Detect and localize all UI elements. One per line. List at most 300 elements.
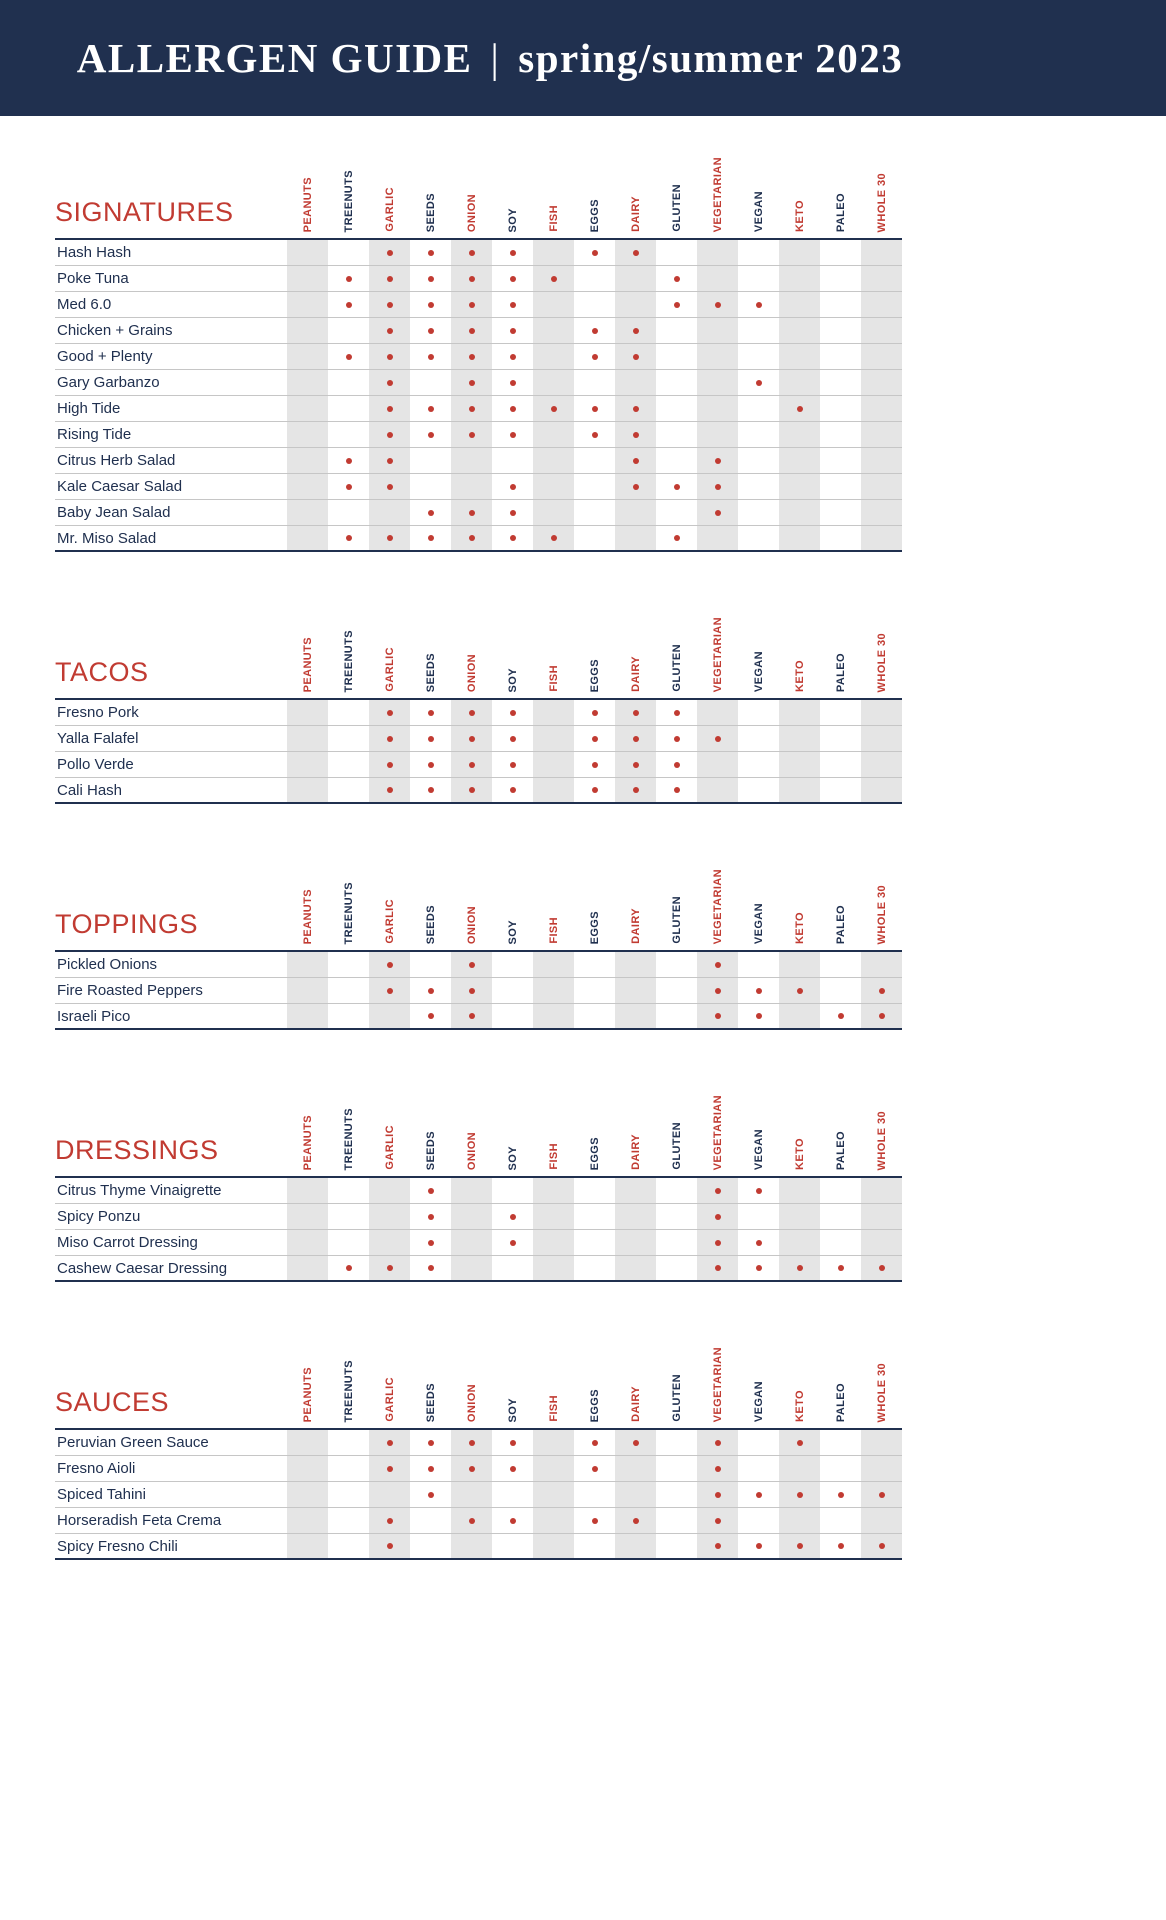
allergen-dot-vegetarian	[715, 484, 721, 490]
cell-soy	[492, 1456, 533, 1481]
cell-treenuts	[328, 474, 369, 499]
cell-eggs	[574, 700, 615, 725]
cell-paleo	[820, 726, 861, 751]
cell-seeds	[410, 1204, 451, 1229]
allergen-dot-eggs	[592, 250, 598, 256]
section-title: TACOS	[55, 657, 149, 687]
cell-eggs	[574, 526, 615, 550]
allergen-dot-onion	[469, 380, 475, 386]
cell-treenuts	[328, 1204, 369, 1229]
cell-gluten	[656, 726, 697, 751]
cell-dairy	[615, 344, 656, 369]
allergen-dot-soy	[510, 354, 516, 360]
column-header-garlic: GARLIC	[383, 1377, 396, 1422]
column-header-cell	[492, 1334, 533, 1428]
cell-treenuts	[328, 1256, 369, 1280]
column-header-keto: KETO	[793, 200, 806, 232]
allergen-dot-fish	[551, 276, 557, 282]
cell-onion	[451, 448, 492, 473]
cell-paleo	[820, 1456, 861, 1481]
cell-eggs	[574, 1482, 615, 1507]
cell-fish	[533, 1256, 574, 1280]
cell-keto	[779, 448, 820, 473]
allergen-dot-garlic	[387, 1466, 393, 1472]
cell-vegan	[738, 1482, 779, 1507]
column-header-paleo: PALEO	[834, 1382, 847, 1422]
column-header-cell	[287, 604, 328, 698]
column-header-fish: FISH	[547, 205, 560, 232]
cell-keto	[779, 240, 820, 265]
cell-paleo	[820, 778, 861, 802]
column-header-cell	[574, 1334, 615, 1428]
allergen-dot-garlic	[387, 988, 393, 994]
cell-dairy	[615, 292, 656, 317]
title-separator: |	[490, 35, 501, 81]
cell-keto	[779, 1456, 820, 1481]
section-tacos	[55, 604, 902, 804]
column-header-keto: KETO	[793, 660, 806, 692]
table-row-miso-carrot-dressing	[55, 1230, 902, 1256]
cell-peanuts	[287, 448, 328, 473]
column-header-vegetarian: VEGETARIAN	[711, 1346, 724, 1422]
cell-paleo	[820, 700, 861, 725]
allergen-dot-onion	[469, 328, 475, 334]
column-header-peanuts: PEANUTS	[301, 636, 314, 692]
cell-soy	[492, 474, 533, 499]
cell-paleo	[820, 1534, 861, 1558]
cell-vegetarian	[697, 1256, 738, 1280]
column-header-fish: FISH	[547, 917, 560, 944]
cell-eggs	[574, 292, 615, 317]
allergen-dot-seeds	[428, 354, 434, 360]
cell-fish	[533, 1508, 574, 1533]
allergen-dot-paleo	[838, 1265, 844, 1271]
column-header-whole-30: WHOLE 30	[875, 172, 888, 232]
cell-dairy	[615, 422, 656, 447]
cell-peanuts	[287, 370, 328, 395]
cell-fish	[533, 240, 574, 265]
table-row-yalla-falafel	[55, 726, 902, 752]
cell-seeds	[410, 1230, 451, 1255]
cell-peanuts	[287, 240, 328, 265]
allergen-dot-eggs	[592, 432, 598, 438]
cell-soy	[492, 318, 533, 343]
allergen-dot-dairy	[633, 762, 639, 768]
allergen-dot-garlic	[387, 276, 393, 282]
column-header-cell	[615, 856, 656, 950]
section-title-cell	[55, 1334, 287, 1428]
cell-dairy	[615, 700, 656, 725]
cell-whole-30	[861, 266, 902, 291]
cell-eggs	[574, 978, 615, 1003]
cell-dairy	[615, 726, 656, 751]
cell-eggs	[574, 1430, 615, 1455]
cell-keto	[779, 752, 820, 777]
item-name: Rising Tide	[57, 426, 132, 443]
allergen-dot-dairy	[633, 736, 639, 742]
allergen-dot-garlic	[387, 250, 393, 256]
cell-whole-30	[861, 370, 902, 395]
column-header-vegan: VEGAN	[752, 650, 765, 692]
cell-treenuts	[328, 1178, 369, 1203]
column-header-cell	[656, 604, 697, 698]
item-name: Med 6.0	[57, 296, 112, 313]
cell-paleo	[820, 1178, 861, 1203]
allergen-dot-vegan	[756, 1492, 762, 1498]
column-header-cell	[861, 1334, 902, 1428]
column-header-eggs: EGGS	[588, 1136, 601, 1170]
table-row-high-tide	[55, 396, 902, 422]
allergen-dot-soy	[510, 1240, 516, 1246]
page-title	[0, 34, 980, 82]
cell-whole-30	[861, 778, 902, 802]
cell-dairy	[615, 526, 656, 550]
cell-onion	[451, 700, 492, 725]
cell-paleo	[820, 474, 861, 499]
allergen-dot-dairy	[633, 458, 639, 464]
column-header-treenuts: TREENUTS	[342, 629, 355, 692]
cell-gluten	[656, 266, 697, 291]
cell-peanuts	[287, 1204, 328, 1229]
cell-whole-30	[861, 1256, 902, 1280]
allergen-dot-gluten	[674, 484, 680, 490]
cell-whole-30	[861, 422, 902, 447]
column-header-onion: ONION	[465, 653, 478, 692]
allergen-dot-treenuts	[346, 535, 352, 541]
allergen-dot-garlic	[387, 380, 393, 386]
cell-whole-30	[861, 752, 902, 777]
column-header-gluten: GLUTEN	[670, 184, 683, 232]
table-row-israeli-pico	[55, 1004, 902, 1030]
allergen-dot-vegetarian	[715, 1214, 721, 1220]
cell-fish	[533, 266, 574, 291]
table-row-spicy-ponzu	[55, 1204, 902, 1230]
cell-vegan	[738, 1456, 779, 1481]
cell-seeds	[410, 344, 451, 369]
allergen-dot-seeds	[428, 988, 434, 994]
cell-soy	[492, 422, 533, 447]
cell-seeds	[410, 726, 451, 751]
cell-treenuts	[328, 292, 369, 317]
column-header-soy: SOY	[506, 919, 519, 944]
allergen-dot-dairy	[633, 1518, 639, 1524]
column-header-seeds: SEEDS	[424, 652, 437, 692]
cell-treenuts	[328, 448, 369, 473]
cell-vegan	[738, 1508, 779, 1533]
allergen-dot-soy	[510, 535, 516, 541]
cell-seeds	[410, 370, 451, 395]
cell-fish	[533, 1456, 574, 1481]
item-name: Citrus Herb Salad	[57, 452, 176, 469]
cell-dairy	[615, 448, 656, 473]
allergen-dot-vegetarian	[715, 1013, 721, 1019]
item-name: Citrus Thyme Vinaigrette	[57, 1182, 222, 1199]
column-header-cell	[328, 144, 369, 238]
cell-dairy	[615, 978, 656, 1003]
allergen-dot-onion	[469, 1518, 475, 1524]
cell-peanuts	[287, 474, 328, 499]
allergen-dot-garlic	[387, 406, 393, 412]
section-dressings	[55, 1082, 902, 1282]
item-name: Hash Hash	[57, 244, 132, 261]
cell-fish	[533, 396, 574, 421]
cell-keto	[779, 952, 820, 977]
cell-keto	[779, 700, 820, 725]
allergen-dot-eggs	[592, 328, 598, 334]
allergen-dot-garlic	[387, 787, 393, 793]
column-header-cell	[738, 1334, 779, 1428]
allergen-dot-treenuts	[346, 484, 352, 490]
cell-whole-30	[861, 978, 902, 1003]
column-header-cell	[820, 1082, 861, 1176]
allergen-dot-vegan	[756, 1013, 762, 1019]
cell-vegetarian	[697, 448, 738, 473]
cell-eggs	[574, 1256, 615, 1280]
column-header-cell	[574, 1082, 615, 1176]
item-name: Miso Carrot Dressing	[57, 1234, 198, 1251]
cell-treenuts	[328, 778, 369, 802]
allergen-dot-eggs	[592, 406, 598, 412]
allergen-dot-garlic	[387, 962, 393, 968]
column-header-cell	[738, 604, 779, 698]
column-header-garlic: GARLIC	[383, 899, 396, 944]
cell-treenuts	[328, 726, 369, 751]
cell-garlic	[369, 1004, 410, 1028]
cell-soy	[492, 500, 533, 525]
cell-eggs	[574, 1004, 615, 1028]
cell-soy	[492, 952, 533, 977]
cell-paleo	[820, 344, 861, 369]
column-header-cell	[779, 144, 820, 238]
cell-treenuts	[328, 318, 369, 343]
allergen-dot-treenuts	[346, 276, 352, 282]
section-title-cell	[55, 1082, 287, 1176]
allergen-dot-onion	[469, 1466, 475, 1472]
cell-paleo	[820, 1508, 861, 1533]
allergen-dot-soy	[510, 432, 516, 438]
cell-whole-30	[861, 1178, 902, 1203]
cell-peanuts	[287, 778, 328, 802]
allergen-dot-keto	[797, 406, 803, 412]
column-header-cell	[451, 1334, 492, 1428]
table-row-poke-tuna	[55, 266, 902, 292]
allergen-dot-vegan	[756, 1188, 762, 1194]
cell-keto	[779, 1534, 820, 1558]
cell-gluten	[656, 700, 697, 725]
cell-soy	[492, 1430, 533, 1455]
allergen-dot-vegetarian	[715, 1466, 721, 1472]
item-name: Spicy Fresno Chili	[57, 1537, 178, 1555]
column-header-soy: SOY	[506, 667, 519, 692]
column-header-whole-30: WHOLE 30	[875, 1110, 888, 1170]
cell-gluten	[656, 1534, 697, 1558]
allergen-dot-treenuts	[346, 1265, 352, 1271]
cell-whole-30	[861, 1230, 902, 1255]
column-header-dairy: DAIRY	[629, 908, 642, 944]
column-header-dairy: DAIRY	[629, 1134, 642, 1170]
cell-gluten	[656, 952, 697, 977]
column-header-peanuts: PEANUTS	[301, 1114, 314, 1170]
allergen-dot-seeds	[428, 406, 434, 412]
allergen-dot-vegetarian	[715, 302, 721, 308]
allergen-dot-seeds	[428, 276, 434, 282]
column-header-cell	[779, 856, 820, 950]
cell-seeds	[410, 952, 451, 977]
cell-eggs	[574, 1456, 615, 1481]
cell-vegetarian	[697, 1204, 738, 1229]
allergen-dot-eggs	[592, 354, 598, 360]
allergen-dot-garlic	[387, 535, 393, 541]
allergen-dot-garlic	[387, 710, 393, 716]
allergen-dot-seeds	[428, 762, 434, 768]
cell-fish	[533, 344, 574, 369]
cell-onion	[451, 240, 492, 265]
cell-whole-30	[861, 952, 902, 977]
column-header-cell	[615, 1082, 656, 1176]
cell-peanuts	[287, 1230, 328, 1255]
cell-eggs	[574, 1230, 615, 1255]
cell-treenuts	[328, 344, 369, 369]
column-header-cell	[861, 604, 902, 698]
cell-eggs	[574, 474, 615, 499]
allergen-dot-gluten	[674, 787, 680, 793]
item-name: Gary Garbanzo	[57, 374, 160, 391]
allergen-dot-keto	[797, 1543, 803, 1549]
cell-soy	[492, 1256, 533, 1280]
cell-onion	[451, 1430, 492, 1455]
column-header-cell	[533, 856, 574, 950]
allergen-dot-dairy	[633, 484, 639, 490]
cell-fish	[533, 778, 574, 802]
cell-dairy	[615, 778, 656, 802]
cell-fish	[533, 1204, 574, 1229]
column-header-cell	[820, 856, 861, 950]
column-header-cell	[697, 1334, 738, 1428]
cell-vegetarian	[697, 422, 738, 447]
cell-dairy	[615, 396, 656, 421]
allergen-dot-onion	[469, 406, 475, 412]
cell-vegan	[738, 500, 779, 525]
cell-fish	[533, 422, 574, 447]
column-header-cell	[451, 1082, 492, 1176]
cell-vegetarian	[697, 370, 738, 395]
cell-vegan	[738, 752, 779, 777]
allergen-dot-vegetarian	[715, 1543, 721, 1549]
allergen-dot-vegan	[756, 1543, 762, 1549]
cell-vegetarian	[697, 700, 738, 725]
cell-gluten	[656, 778, 697, 802]
cell-vegetarian	[697, 500, 738, 525]
cell-treenuts	[328, 1456, 369, 1481]
table-row-chicken-grains	[55, 318, 902, 344]
section-title: SAUCES	[55, 1387, 170, 1417]
column-header-seeds: SEEDS	[424, 192, 437, 232]
cell-gluten	[656, 1456, 697, 1481]
cell-gluten	[656, 1508, 697, 1533]
cell-eggs	[574, 422, 615, 447]
item-name: Horseradish Feta Crema	[57, 1512, 222, 1529]
cell-gluten	[656, 422, 697, 447]
cell-peanuts	[287, 1482, 328, 1507]
cell-treenuts	[328, 752, 369, 777]
cell-peanuts	[287, 1256, 328, 1280]
allergen-dot-garlic	[387, 1518, 393, 1524]
allergen-dot-garlic	[387, 354, 393, 360]
cell-whole-30	[861, 1508, 902, 1533]
allergen-dot-seeds	[428, 1240, 434, 1246]
table-header-row	[55, 1334, 902, 1430]
column-header-cell	[328, 1334, 369, 1428]
cell-vegetarian	[697, 1456, 738, 1481]
allergen-dot-eggs	[592, 710, 598, 716]
cell-vegetarian	[697, 474, 738, 499]
allergen-dot-vegan	[756, 1240, 762, 1246]
cell-peanuts	[287, 700, 328, 725]
cell-onion	[451, 396, 492, 421]
column-header-onion: ONION	[465, 905, 478, 944]
cell-vegetarian	[697, 1508, 738, 1533]
allergen-dot-vegetarian	[715, 510, 721, 516]
cell-onion	[451, 1256, 492, 1280]
cell-vegetarian	[697, 240, 738, 265]
column-header-cell	[697, 604, 738, 698]
cell-treenuts	[328, 370, 369, 395]
allergen-dot-soy	[510, 1466, 516, 1472]
allergen-dot-dairy	[633, 250, 639, 256]
column-header-cell	[738, 856, 779, 950]
allergen-dot-onion	[469, 276, 475, 282]
cell-vegetarian	[697, 1004, 738, 1028]
cell-gluten	[656, 396, 697, 421]
item-name: Poke Tuna	[57, 270, 129, 287]
cell-garlic	[369, 952, 410, 977]
cell-garlic	[369, 1482, 410, 1507]
cell-onion	[451, 474, 492, 499]
table-row-mr-miso-salad	[55, 526, 902, 552]
column-header-soy: SOY	[506, 1397, 519, 1422]
cell-paleo	[820, 1482, 861, 1507]
cell-vegan	[738, 318, 779, 343]
allergen-dot-eggs	[592, 762, 598, 768]
allergen-dot-gluten	[674, 710, 680, 716]
cell-fish	[533, 474, 574, 499]
cell-vegetarian	[697, 752, 738, 777]
cell-gluten	[656, 1204, 697, 1229]
cell-keto	[779, 1178, 820, 1203]
column-header-dairy: DAIRY	[629, 196, 642, 232]
cell-peanuts	[287, 526, 328, 550]
cell-paleo	[820, 448, 861, 473]
cell-vegan	[738, 1230, 779, 1255]
cell-whole-30	[861, 726, 902, 751]
cell-gluten	[656, 344, 697, 369]
cell-eggs	[574, 752, 615, 777]
column-header-treenuts: TREENUTS	[342, 1359, 355, 1422]
column-header-cell	[410, 856, 451, 950]
cell-onion	[451, 370, 492, 395]
cell-seeds	[410, 1430, 451, 1455]
column-header-vegetarian: VEGETARIAN	[711, 1094, 724, 1170]
cell-peanuts	[287, 978, 328, 1003]
cell-onion	[451, 318, 492, 343]
allergen-dot-whole-30	[879, 1013, 885, 1019]
cell-eggs	[574, 778, 615, 802]
allergen-dot-onion	[469, 762, 475, 768]
table-row-peruvian-green-sauce	[55, 1430, 902, 1456]
cell-treenuts	[328, 526, 369, 550]
cell-treenuts	[328, 240, 369, 265]
cell-onion	[451, 978, 492, 1003]
